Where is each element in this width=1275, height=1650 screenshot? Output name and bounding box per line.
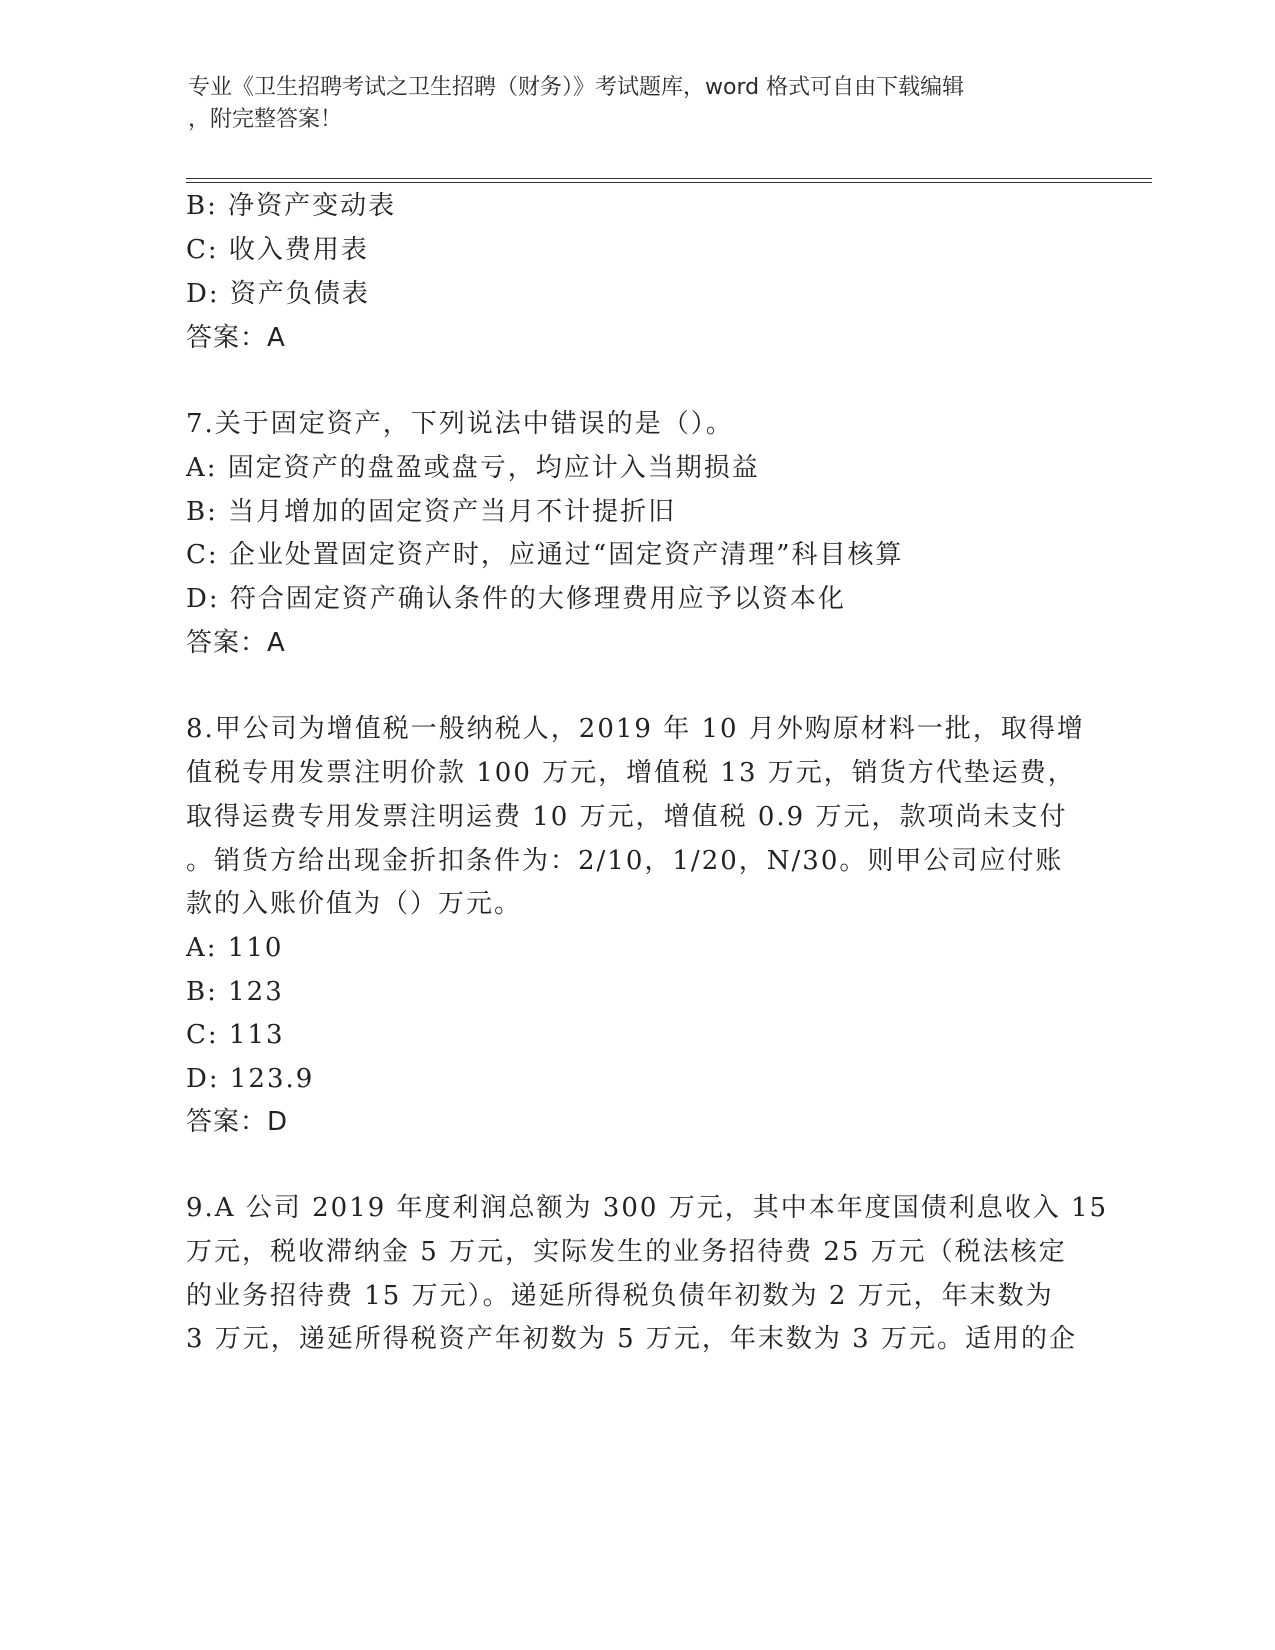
q8-stem-line-3: 取得运费专用发票注明运费 10 万元，增值税 0.9 万元，款项尚未支付 <box>186 802 1068 832</box>
header-divider <box>186 178 1152 183</box>
q6-answer: 答案：A <box>186 323 286 353</box>
q6-option-c: C: 收入费用表 <box>186 235 369 265</box>
q8-option-d: D: 123.9 <box>186 1064 315 1094</box>
q7-option-c: C: 企业处置固定资产时，应通过“固定资产清理”科目核算 <box>186 540 904 570</box>
q7-stem: 7.关于固定资产，下列说法中错误的是（）。 <box>186 409 734 439</box>
q9-stem-line-3: 的业务招待费 15 万元）。递延所得税负债年初数为 2 万元，年末数为 <box>186 1281 1054 1311</box>
q7-option-a: A: 固定资产的盘盈或盘亏，均应计入当期损益 <box>186 453 760 483</box>
q6-option-b: B: 净资产变动表 <box>186 191 397 221</box>
q9-stem-line-1: 9.A 公司 2019 年度利润总额为 300 万元，其中本年度国债利息收入 15 <box>186 1193 1109 1223</box>
q8-option-a: A: 110 <box>186 933 284 963</box>
q9-stem-line-4: 3 万元，递延所得税资产年初数为 5 万元，年末数为 3 万元。适用的企 <box>186 1324 1077 1354</box>
q8-stem-line-2: 值税专用发票注明价款 100 万元，增值税 13 万元，销货方代垫运费， <box>186 758 1076 788</box>
q8-stem-line-4: 。销货方给出现金折扣条件为：2/10，1/20，N/30。则甲公司应付账 <box>186 846 1064 876</box>
q8-answer: 答案：D <box>186 1107 289 1137</box>
q8-option-c: C: 113 <box>186 1020 285 1050</box>
document-header <box>188 72 1068 136</box>
q6-option-d: D: 资产负债表 <box>186 279 370 309</box>
header-line-1: 专业《卫生招聘考试之卫生招聘（财务）》考试题库，word 格式可自由下载编辑 <box>188 75 965 100</box>
q7-option-d: D: 符合固定资产确认条件的大修理费用应予以资本化 <box>186 584 846 614</box>
header-line-2: ，附完整答案！ <box>188 107 343 132</box>
q8-stem-line-5: 款的入账价值为（）万元。 <box>186 889 523 919</box>
q7-option-b: B: 当月增加的固定资产当月不计提折旧 <box>186 497 677 527</box>
q7-answer: 答案：A <box>186 628 286 658</box>
q8-option-b: B: 123 <box>186 977 284 1007</box>
q8-stem-line-1: 8.甲公司为增值税一般纳税人，2019 年 10 月外购原材料一批，取得增 <box>186 714 1085 744</box>
q9-stem-line-2: 万元，税收滞纳金 5 万元，实际发生的业务招待费 25 万元（税法核定 <box>186 1237 1067 1267</box>
